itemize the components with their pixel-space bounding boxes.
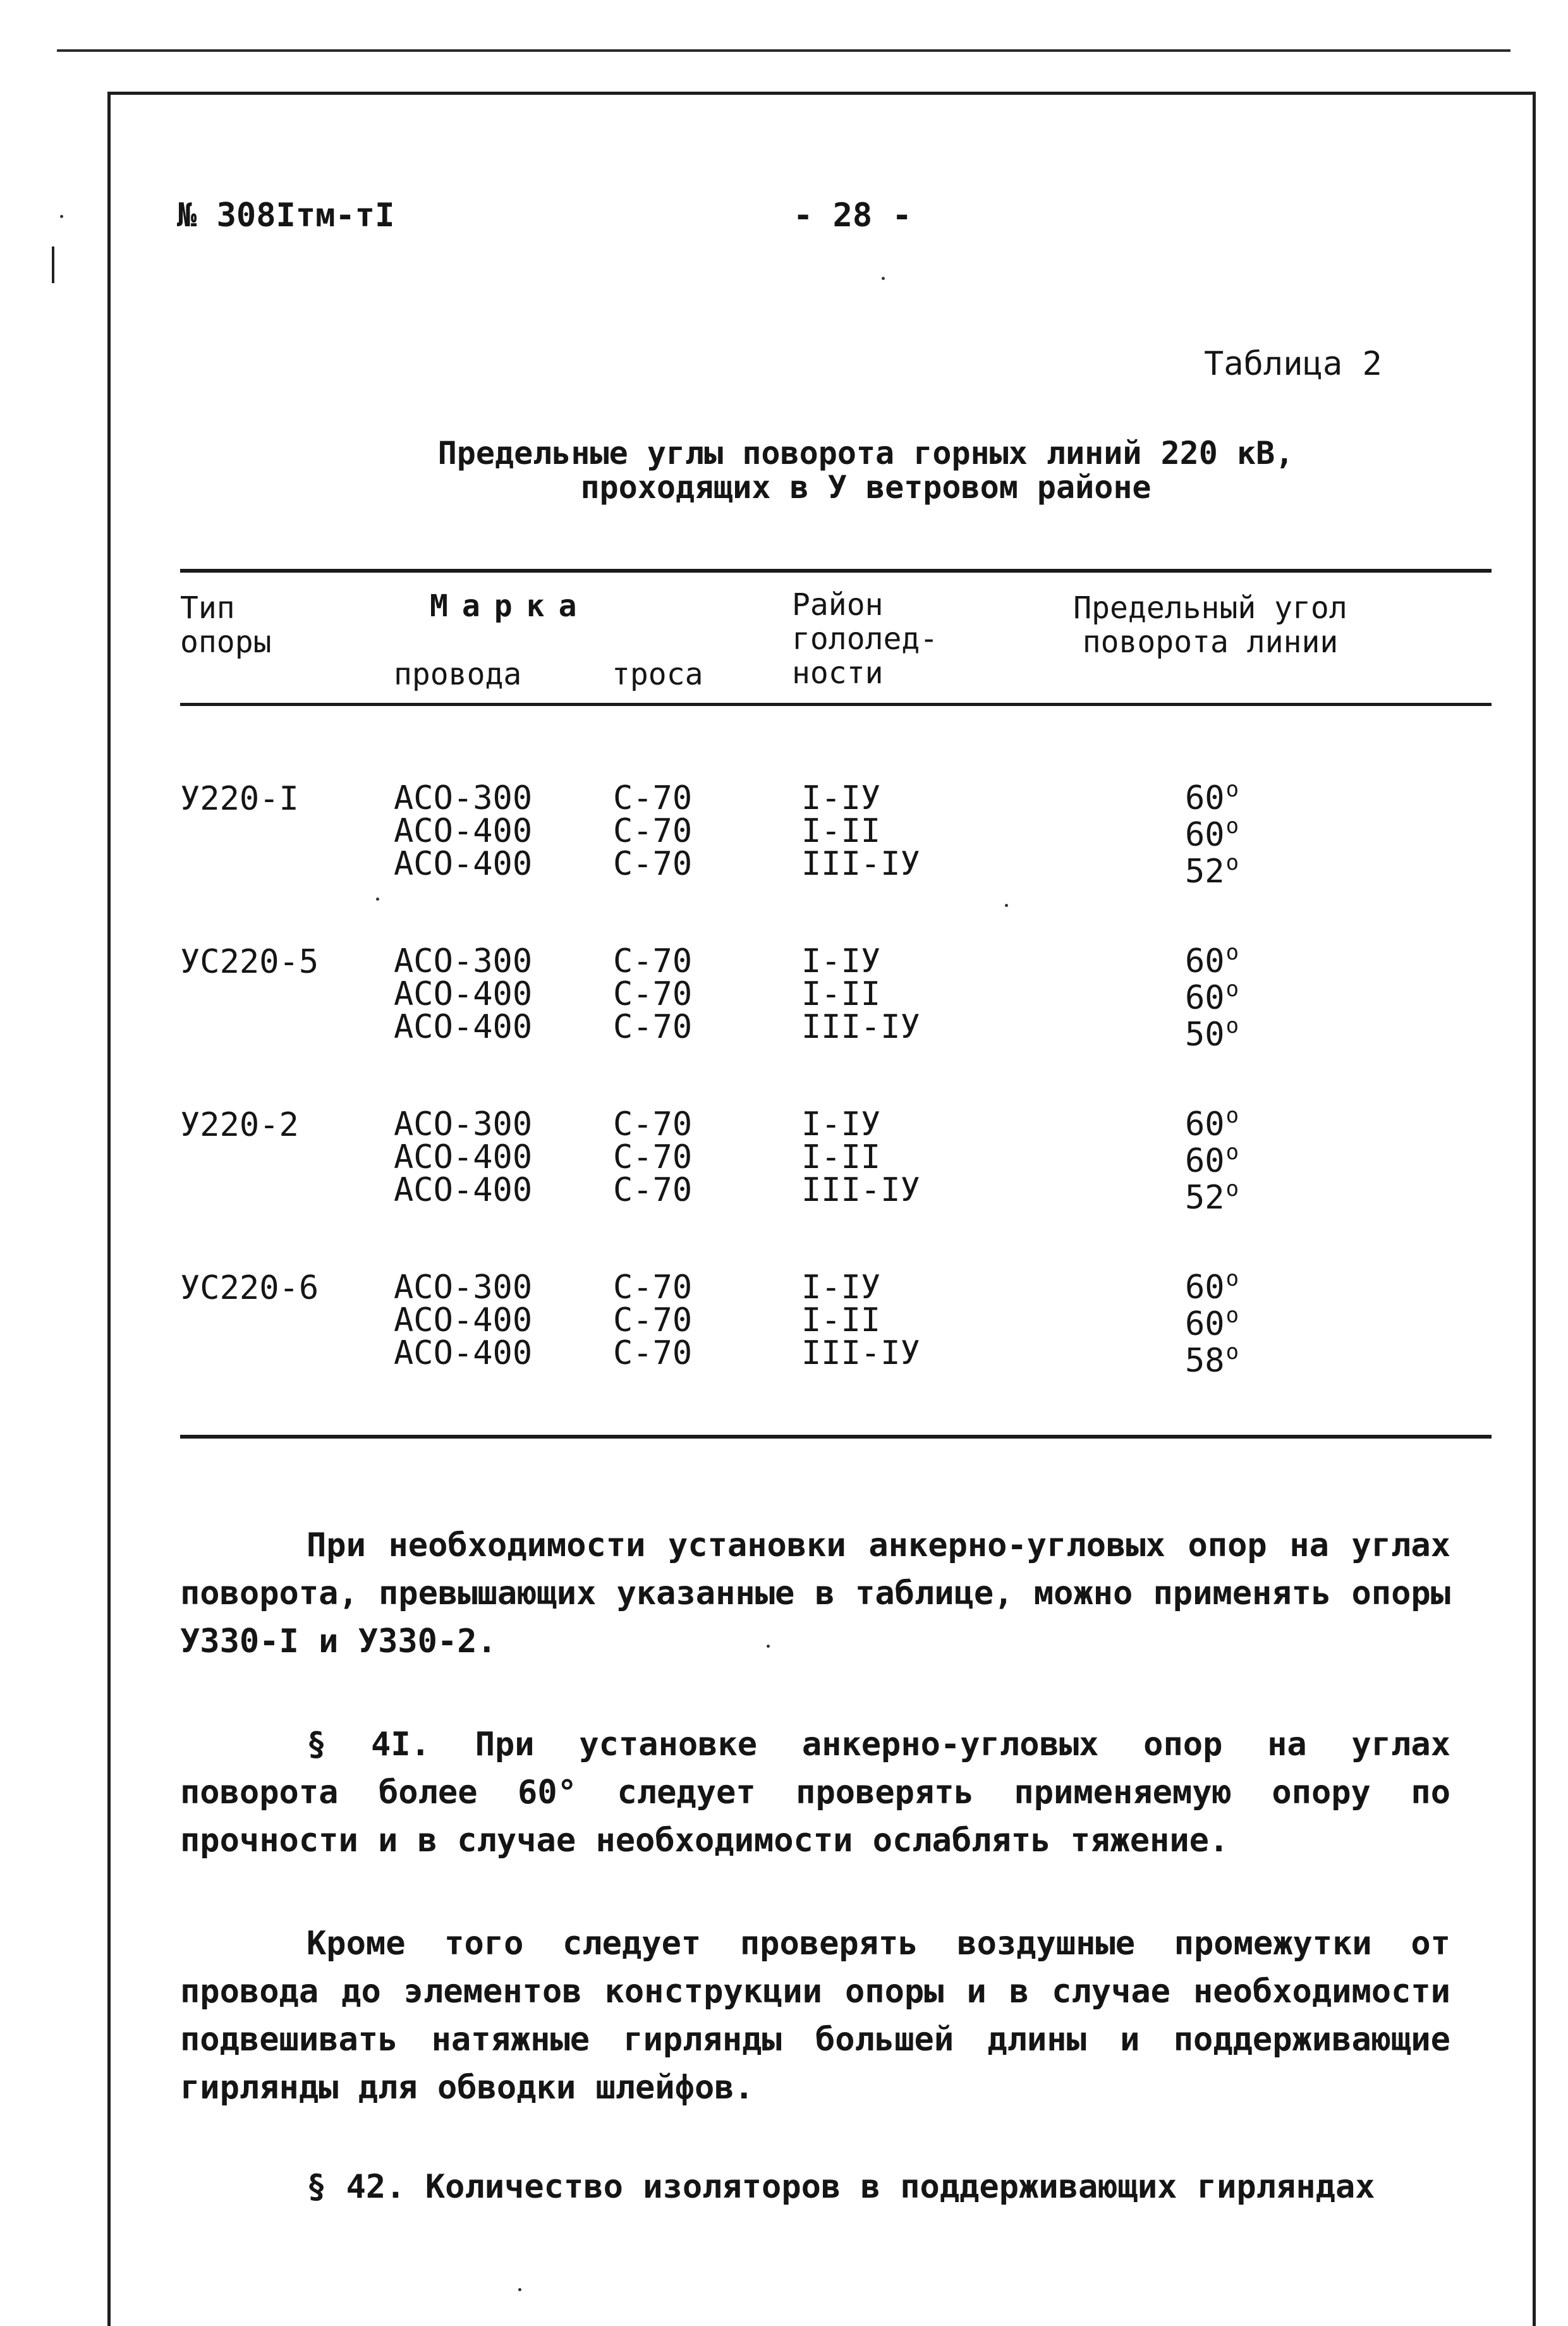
ice-column [801,779,920,883]
degree-mark: o [1225,850,1239,875]
cable-column [613,1105,693,1209]
angle-value: 52 [1185,1179,1225,1217]
cable-column [613,779,693,883]
wire-cell: АСО-400 [394,1138,533,1176]
table-body [180,768,1492,1420]
scan-speck [882,277,885,280]
table-title: Предельные углы поворота горных линий 220 кВ, проходящих в У ветровом районе [437,435,1294,506]
ice-cell: I-IУ [801,1269,881,1306]
header-brand: Марка [430,588,591,624]
cable-cell: С-70 [613,942,693,980]
paragraph-anchor-supports: При необходимости установки анкерно-угловых опор на углах поворота, превышающих указанные в таблице, можно применять опоры У330-I и У330-2. [180,1526,1450,1660]
ice-cell: I-II [801,975,881,1013]
angle-column [1185,777,1239,892]
wire-cell: АСО-300 [394,1105,533,1143]
paragraph-section-41: § 4I. При установке анкерно-угловых опор на углах поворота более 60° следует проверять применяемую опору по прочности и в случае необходимости ослаблять тяжение. [180,1726,1450,1860]
header-ice-region: Район гололед- ности [792,587,939,691]
top-rule [57,49,1510,52]
table-row-group [180,1257,1492,1420]
degree-mark: o [1225,1013,1239,1038]
angle-value: 60 [1185,1142,1225,1180]
table-label: Таблица 2 [1204,345,1382,383]
table-bottom-rule [180,1435,1492,1439]
angle-value: 58 [1185,1342,1225,1380]
angle-value: 60 [1185,779,1225,817]
ice-column [801,1271,920,1370]
angle-value: 60 [1185,816,1225,854]
angle-value: 60 [1185,1269,1225,1306]
angle-value: 60 [1185,979,1225,1017]
cable-cell: С-70 [613,1008,693,1046]
wire-column [394,1105,533,1209]
table-row-group [180,1094,1492,1257]
cable-cell: С-70 [613,1138,693,1176]
margin-mark [52,247,54,283]
header-cable: троса [612,657,703,692]
document-number: № 308Iтм-тI [177,197,395,234]
angle-column [1185,940,1239,1055]
cable-cell: С-70 [613,975,693,1013]
wire-cell: АСО-400 [394,975,533,1013]
wire-column [394,942,533,1046]
paragraph-air-gaps: Кроме того следует проверять воздушные промежутки от провода до элементов конструкции опоры и в случае необходимости подвешивать натяжные гирлянды большей длины и поддерживающие гирлянды для обводки шлейфов. [180,1925,1450,2107]
ice-cell: III-IУ [801,1334,920,1372]
cable-cell: С-70 [613,1105,693,1143]
angle-value: 60 [1185,1105,1225,1143]
table-row-group [180,768,1492,931]
wire-cell: АСО-400 [394,1301,533,1339]
angle-cell [1185,1176,1239,1218]
angle-column [1185,1266,1239,1381]
header-support-type: Тип опоры [180,590,272,660]
header-bottom-rule [180,703,1492,706]
wire-cell: АСО-400 [394,845,533,883]
ice-cell: I-IУ [801,1105,881,1143]
cable-cell: С-70 [613,1334,693,1372]
degree-mark: o [1225,1266,1239,1291]
cable-cell: С-70 [613,779,693,817]
page-number: - 28 - [793,197,912,234]
table-top-rule [180,569,1492,573]
degree-mark: o [1225,777,1239,802]
angle-value: 50 [1185,1016,1225,1054]
cable-cell: С-70 [613,812,693,850]
wire-cell: АСО-400 [394,1171,533,1209]
angle-cell [1185,850,1239,892]
degree-mark: o [1225,1176,1239,1202]
ice-cell: III-IУ [801,1171,920,1209]
wire-column [394,1271,532,1370]
wire-column [394,779,533,883]
support-type: У220-2 [180,1106,299,1144]
degree-mark: o [1225,977,1239,1002]
wire-cell: АСО-300 [394,1269,533,1306]
wire-cell: АСО-400 [394,1334,533,1372]
degree-mark: o [1225,1140,1239,1165]
table-row-group [180,931,1492,1094]
degree-mark: o [1225,1339,1239,1365]
cable-cell: С-70 [613,1301,693,1339]
wire-cell: АСО-400 [394,812,533,850]
degree-mark: o [1225,813,1239,839]
angle-value: 60 [1185,1305,1225,1343]
angle-value: 52 [1185,853,1225,891]
angle-column [1185,1103,1239,1218]
scan-speck [518,2288,521,2291]
angle-cell [1185,1013,1239,1055]
ice-column [801,1105,920,1209]
support-type: УС220-5 [180,943,319,981]
ice-column [801,942,920,1046]
wire-cell: АСО-400 [394,1008,533,1046]
ice-cell: I-IУ [801,779,881,817]
degree-mark: o [1225,1303,1239,1328]
angle-value: 60 [1185,942,1225,980]
cable-column [613,942,693,1046]
ice-cell: I-IУ [801,942,881,980]
ice-cell: I-II [801,1138,881,1176]
cable-cell: С-70 [613,845,693,883]
cable-cell: С-70 [613,1269,693,1306]
cable-cell: С-70 [613,1171,693,1209]
scan-speck [60,215,63,218]
ice-cell: I-II [801,812,881,850]
wire-cell: АСО-300 [394,779,533,817]
support-type: УС220-6 [180,1269,319,1307]
ice-cell: I-II [801,1301,881,1339]
support-type: У220-I [180,780,299,818]
degree-mark: o [1225,940,1239,965]
ice-cell: III-IУ [801,1008,920,1046]
ice-cell: III-IУ [801,845,920,883]
wire-cell: АСО-300 [394,942,533,980]
degree-mark: o [1225,1103,1239,1128]
header-wire: провода [394,657,522,692]
cable-column [613,1271,692,1370]
angle-cell [1185,1339,1239,1381]
header-limit-angle: Предельный угол поворота линии [1073,590,1347,660]
paragraph-section-42: § 42. Количество изоляторов в поддерживающих гирляндах [307,2168,1375,2206]
